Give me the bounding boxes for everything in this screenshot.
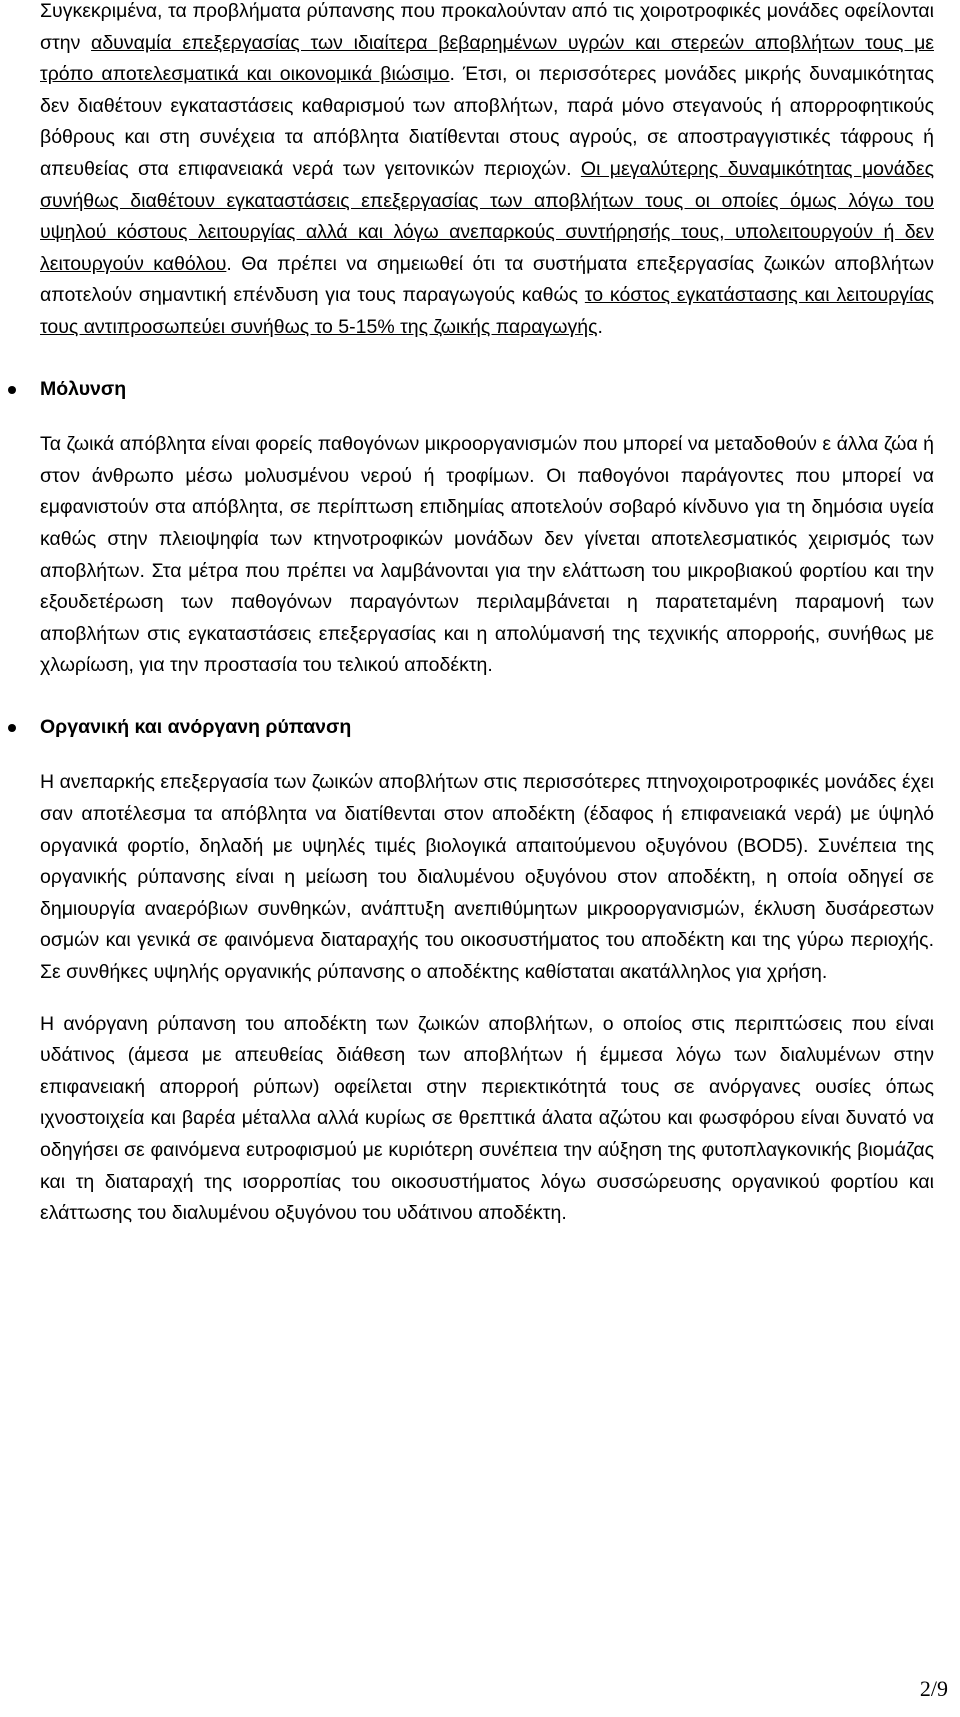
- underlined-text-large-units: Οι μεγαλύτερης δυναμικότητας μονάδες συνήθως διαθέτουν εγκαταστάσεις επεξεργασίας των αποβλήτων τους οι οποίες όμως λόγω του υψηλού κόστους λειτουργίας αλλά και λόγω ανεπαρκούς συντήρησής τους, υπολειτουργούν ή δεν λειτουργούν καθόλου: [40, 157, 934, 275]
- bullet-icon: [8, 724, 16, 732]
- section-heading-pollution: [40, 374, 934, 406]
- bullet-icon: [8, 386, 16, 394]
- heading-text: Μόλυνση: [40, 377, 127, 400]
- section-heading-organic: [40, 712, 934, 744]
- organic-paragraph: Η ανεπαρκής επεξεργασία των ζωικών αποβλήτων στις περισσότερες πτηνοχοιροτροφικές μονάδες έχει σαν αποτέλεσμα τα απόβλητα να διατίθενται στον αποδέκτη (έδαφος ή επιφανειακά νερά) με ύψηλό οργανικά φορτίο, δηλαδή με υψηλές τιμές βιολογικά απαιτούμενου οξυγόνου (BOD5). Συνέπεια της οργανικής ρύπανσης είναι η μείωση του διαλυμένου οξυγόνου στον αποδέκτη, η οποία οδηγεί σε δημιουργία αναερόβιων συνθηκών, ανάπτυξη ανεπιθύμητων μικροοργανισμών, έκλυση δυσάρεστων οσμών και γενικά σε φαινόμενα διαταραχής του οικοσυστήματος του αποδέκτη και της γύρω περιοχής. Σε συνθήκες υψηλής οργανικής ρύπανσης ο αποδέκτης καθίσταται ακατάλληλος για χρήση.: [40, 771, 934, 984]
- intro-text-1: Συγκεκριμένα, τα προβλήματα ρύπανσης που προκαλούνταν από τις χοιροτροφικές μονάδες οφείλονται στην: [40, 0, 934, 54]
- inorganic-paragraph: Η ανόργανη ρύπανση του αποδέκτη των ζωικών αποβλήτων, ο οποίος στις περιπτώσεις που είναι υδάτινος (άμεσα με απευθείας διάθεση των αποβλήτων ή έμμεσα λόγω των διαλυμένων στην επιφανειακή απορροή ρύπων) οφείλεται στην περιεκτικότητά τους σε ανόργανες ουσίες όπως ιχνοστοιχεία και βαρέα μέταλλα αλλά κυρίως σε θρεπτικά άλατα αζώτου και φωσφόρου είναι δυνατό να οδηγήσει σε φαινόμενα ευτροφισμού με κυριότερη συνέπεια την αύξηση της φυτοπλαγκονικής βιομάζας και τη διαταραχή της ισορροπίας του οικοσυστήματος λόγω συσσώρευσης οργανικού φορτίου και ελάττωσης του διαλυμένου οξυγόνου του υδάτινου αποδέκτη.: [40, 1012, 934, 1225]
- document-page: [40, 0, 934, 1230]
- heading-text: Οργανική και ανόργανη ρύπανση: [40, 715, 352, 738]
- intro-text-3: . Θα πρέπει να σημειωθεί ότι τα συστήματα επεξεργασίας ζωικών αποβλήτων αποτελούν σημαντική επένδυση για τους παραγωγούς καθώς: [40, 252, 934, 307]
- page-number: 2/9: [919, 1676, 948, 1701]
- intro-paragraph: [40, 0, 934, 344]
- pollution-paragraph: Τα ζωικά απόβλητα είναι φορείς παθογόνων μικροοργανισμών που μπορεί να μεταδοθούν ε άλλα ζώα ή στον άνθρωπο μέσω μολυσμένου νερού ή τροφίμων. Οι παθογόνοι παράγοντες που μπορεί να εμφανιστούν στα απόβλητα, σε περίπτωση επιδημίας αποτελούν σοβαρό κίνδυνο για τη δημόσια υγεία καθώς στην πλειοψηφία των κτηνοτροφικών μονάδων δεν γίνεται αποτελεσματικός χειρισμός των αποβλήτων. Στα μέτρα που πρέπει να λαμβάνονται για την ελάττωση του μικροβιακού φορτίου και την εξουδετέρωση των παθογόνων παραγόντων περιλαμβάνεται η παρατεταμένη παραμονή των αποβλήτων στις εγκαταστάσεις επεξεργασίας και η απολύμανσή της τεχνικής απορροής, συνήθως με χλωρίωση, για την προστασία του τελικού αποδέκτη.: [40, 433, 934, 677]
- underlined-text-cost: το κόστος εγκατάστασης και λειτουργίας τους αντιπροσωπεύει συνήθως το 5-15% της ζωικής παραγωγής: [40, 284, 934, 338]
- intro-text-4: .: [597, 315, 603, 338]
- intro-text-2: . Έτσι, οι περισσότερες μονάδες μικρής δυναμικότητας δεν διαθέτουν εγκαταστάσεις καθαρισμού των αποβλήτων, παρά μόνο στεγανούς ή απορροφητικούς βόθρους και στη συνέχεια τα απόβλητα διατίθενται στους αγρούς, σε αποστραγγιστικές τάφρους ή απευθείας στα επιφανειακά νερά των γειτονικών περιοχών.: [40, 63, 934, 180]
- underlined-text-processing: αδυναμία επεξεργασίας των ιδιαίτερα βεβαρημένων υγρών και στερεών αποβλήτων τους με τρόπο αποτελεσματικά και οικονομικά βιώσιμο: [40, 31, 934, 86]
